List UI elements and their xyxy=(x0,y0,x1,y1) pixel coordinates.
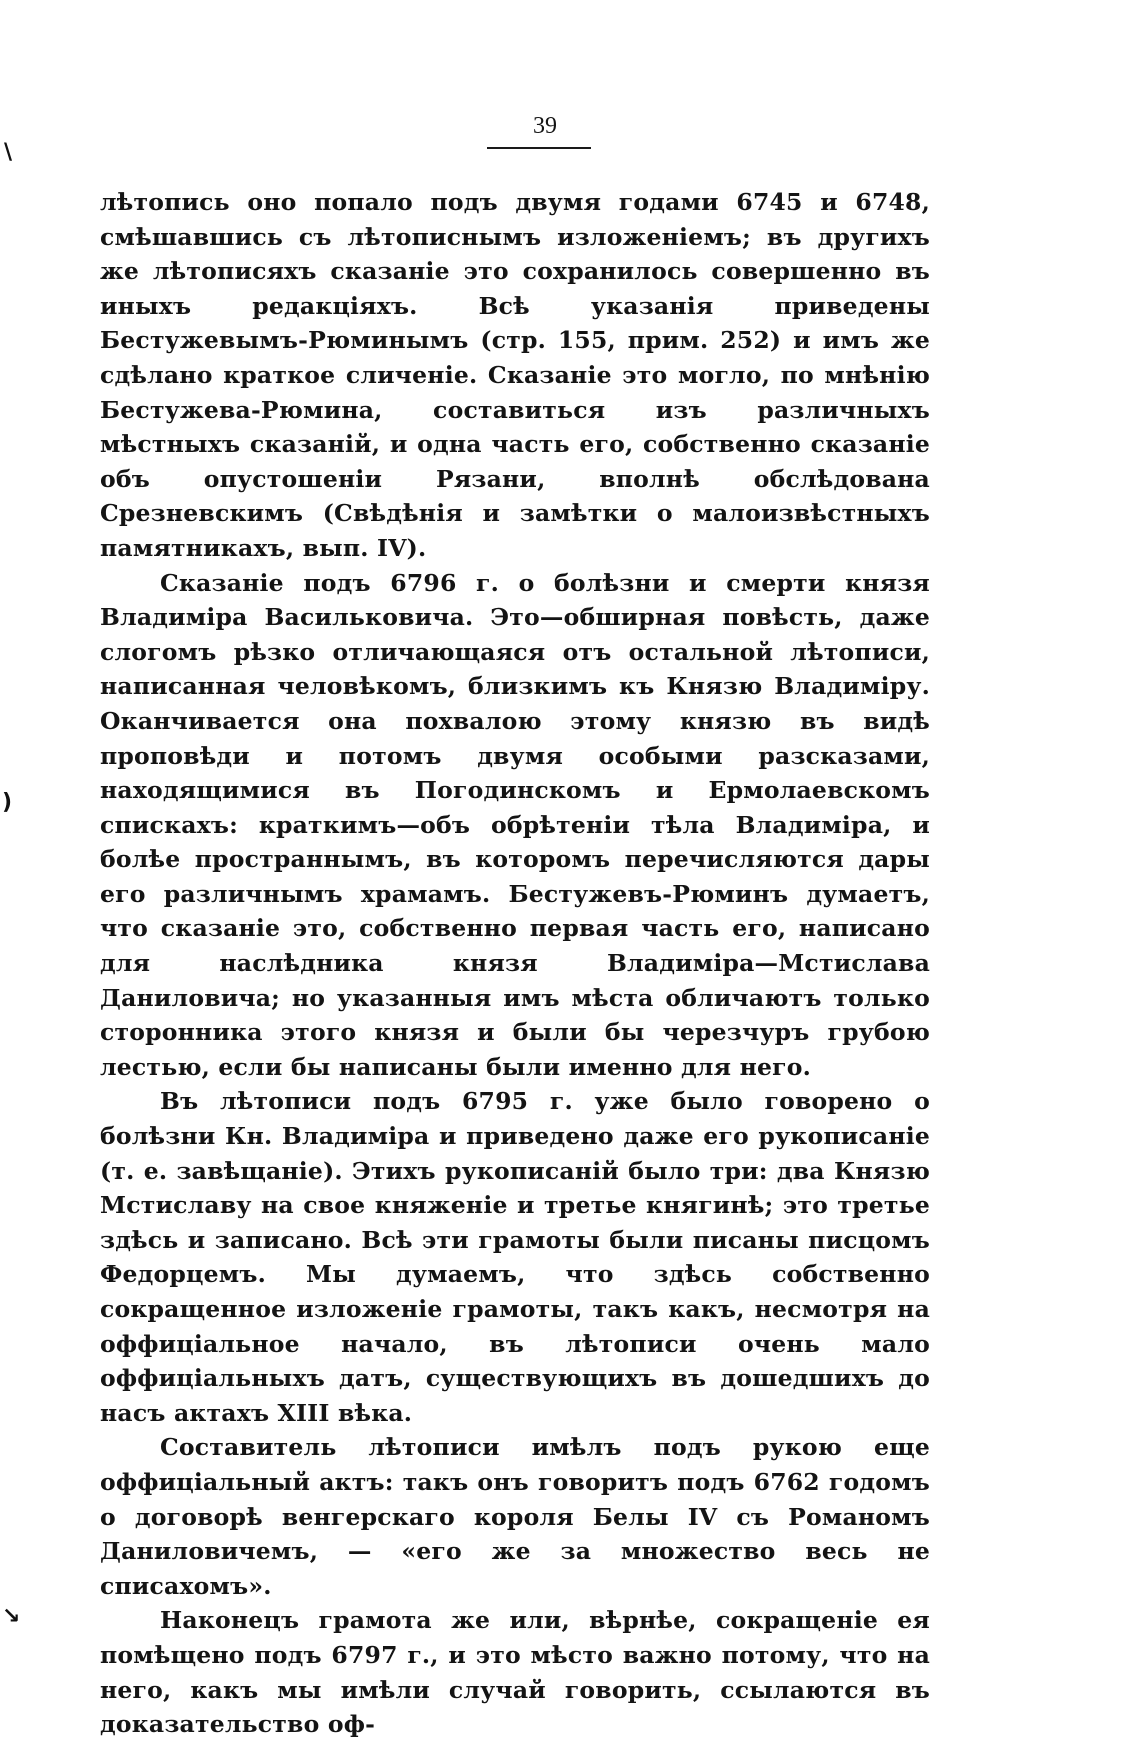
paragraph-4: Составитель лѣтописи имѣлъ подъ рукою еще оффиціальный актъ: такъ онъ говоритъ подъ 6762 годомъ о договорѣ венгерскаго короля Белы IV съ Романомъ Даниловичемъ, — «его же за множество весь не списахомъ». xyxy=(100,1433,930,1600)
paragraph-2: Сказаніе подъ 6796 г. о болѣзни и смерти князя Владиміра Васильковича. Это—обширная повѣсть, даже слогомъ рѣзко отличающаяся отъ остальной лѣтописи, написанная человѣкомъ, близкимъ къ Князю Владиміру. Оканчивается она похвалою этому князю въ видѣ проповѣди и потомъ двумя особыми разсказами, находящимися въ Погодинскомъ и Ермолаевскомъ спискахъ: краткимъ—объ обрѣтеніи тѣла Владиміра, и болѣе пространнымъ, въ которомъ перечисляются дары его различнымъ храмамъ. Бестужевъ-Рюминъ думаетъ, что сказаніе это, собственно первая часть его, написано для наслѣдника князя Владиміра—Мстислава Даниловича; но указанныя имъ мѣста обличаютъ только сторонника этого князя и были бы черезчуръ грубою лестью, если бы написаны были именно для него. xyxy=(100,568,930,1081)
text-column xyxy=(100,185,930,1742)
margin-mark-top: \ xyxy=(4,140,13,165)
margin-mark-bottom: ↘ xyxy=(2,1604,21,1629)
page-number: 39 xyxy=(533,113,557,139)
paragraph-1: лѣтопись оно попало подъ двумя годами 6745 и 6748, смѣшавшись съ лѣтописнымъ изложеніемъ; въ другихъ же лѣтописяхъ сказаніе это сохранилось совершенно въ иныхъ редакціяхъ. Всѣ указанія приведены Бестужевымъ-Рюминымъ (стр. 155, прим. 252) и имъ же сдѣлано краткое сличеніе. Сказаніе это могло, по мнѣнію Бестужева-Рюмина, составиться изъ различныхъ мѣстныхъ сказаній, и одна часть его, собственно сказаніе объ опустошеніи Рязани, вполнѣ обслѣдована Срезневскимъ (Свѣдѣнія и замѣтки о малоизвѣстныхъ памятникахъ, вып. IV). xyxy=(100,188,930,562)
paragraph-5: Наконецъ грамота же или, вѣрнѣе, сокращеніе ея помѣщено подъ 6797 г., и это мѣсто важно потому, что на него, какъ мы имѣли случай говорить, ссылаются въ доказательство оф- xyxy=(100,1606,930,1739)
page-number-rule xyxy=(487,147,591,149)
margin-mark-middle: ) xyxy=(2,790,13,815)
paragraph-3: Въ лѣтописи подъ 6795 г. уже было говорено о болѣзни Кн. Владиміра и приведено даже его рукописаніе (т. е. завѣщаніе). Этихъ рукописаній было три: два Князю Мстиславу на свое княженіе и третье княгинѣ; это третье здѣсь и записано. Всѣ эти грамоты были писаны писцомъ Федорцемъ. Мы думаемъ, что здѣсь собственно сокращенное изложеніе грамоты, такъ какъ, несмотря на оффиціальное начало, въ лѣтописи очень мало оффиціальныхъ датъ, существующихъ въ дошедшихъ до насъ актахъ XIII вѣка. xyxy=(100,1087,930,1427)
